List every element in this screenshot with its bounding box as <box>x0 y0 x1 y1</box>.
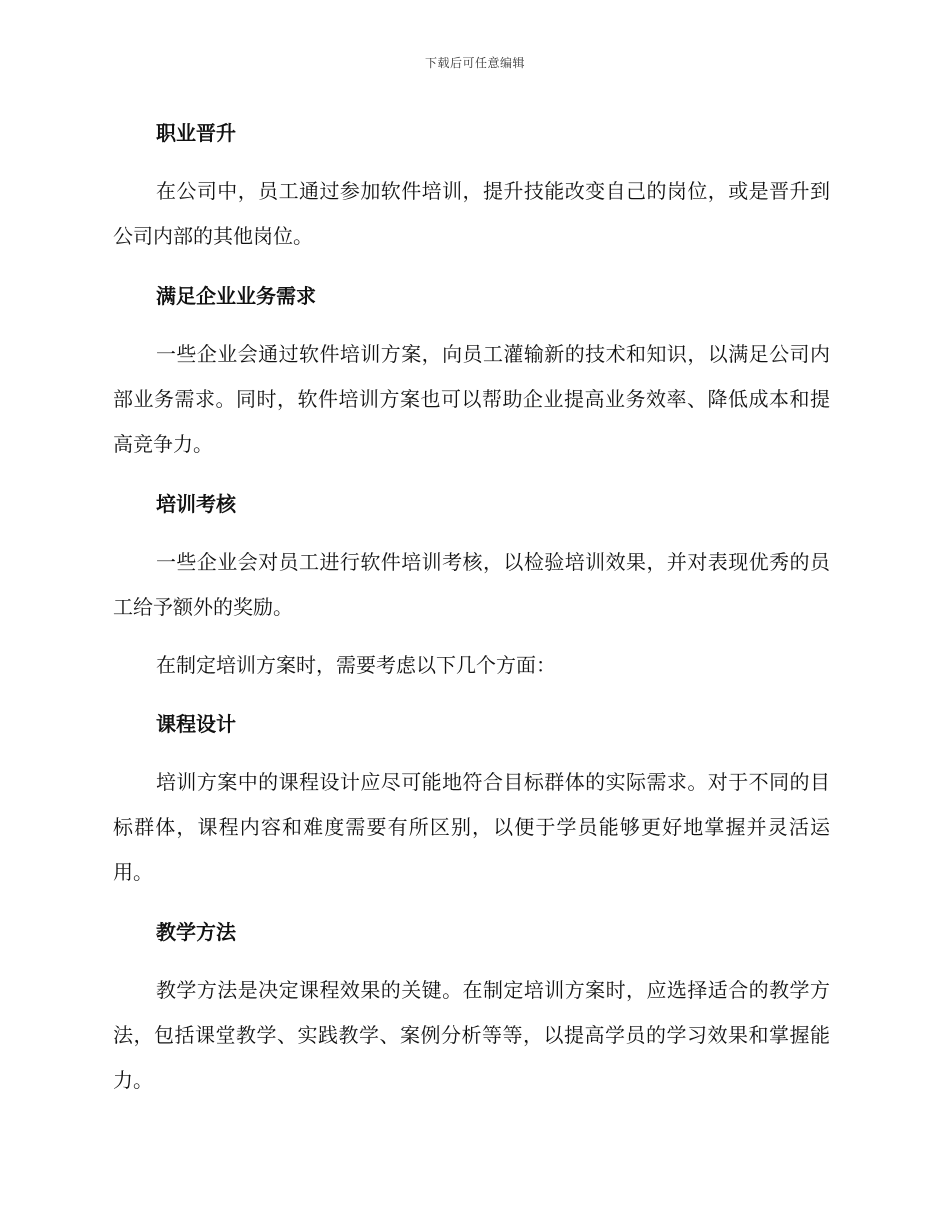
heading-business-needs: 满足企业业务需求 <box>156 284 316 308</box>
paragraph-course-design: 培训方案中的课程设计应尽可能地符合目标群体的实际需求。对于不同的目标群体，课程内容和难度需要有所区别，以便于学员能够更好地掌握并灵活运用。 <box>113 770 830 884</box>
heading-training-assessment: 培训考核 <box>156 492 236 516</box>
paragraph-career-promotion: 在公司中，员工通过参加软件培训，提升技能改变自己的岗位，或是晋升到公司内部的其他岗位。 <box>113 179 830 248</box>
paragraph-teaching-methods: 教学方法是决定课程效果的关键。在制定培训方案时，应选择适合的教学方法，包括课堂教学、实践教学、案例分析等等，以提高学员的学习效果和掌握能力。 <box>113 978 830 1092</box>
paragraph-considerations-intro: 在制定培训方案时，需要考虑以下几个方面： <box>156 653 556 677</box>
heading-career-promotion: 职业晋升 <box>156 121 236 145</box>
paragraph-business-needs: 一些企业会通过软件培训方案，向员工灌输新的技术和知识，以满足公司内部业务需求。同时，软件培训方案也可以帮助企业提高业务效率、降低成本和提高竞争力。 <box>113 342 830 456</box>
document-body <box>113 110 830 1103</box>
paragraph-training-assessment: 一些企业会对员工进行软件培训考核，以检验培训效果，并对表现优秀的员工给予额外的奖励。 <box>113 550 830 619</box>
heading-course-design: 课程设计 <box>156 712 236 736</box>
heading-teaching-methods: 教学方法 <box>156 920 236 944</box>
page-header: 下载后可任意编辑 <box>424 56 525 70</box>
